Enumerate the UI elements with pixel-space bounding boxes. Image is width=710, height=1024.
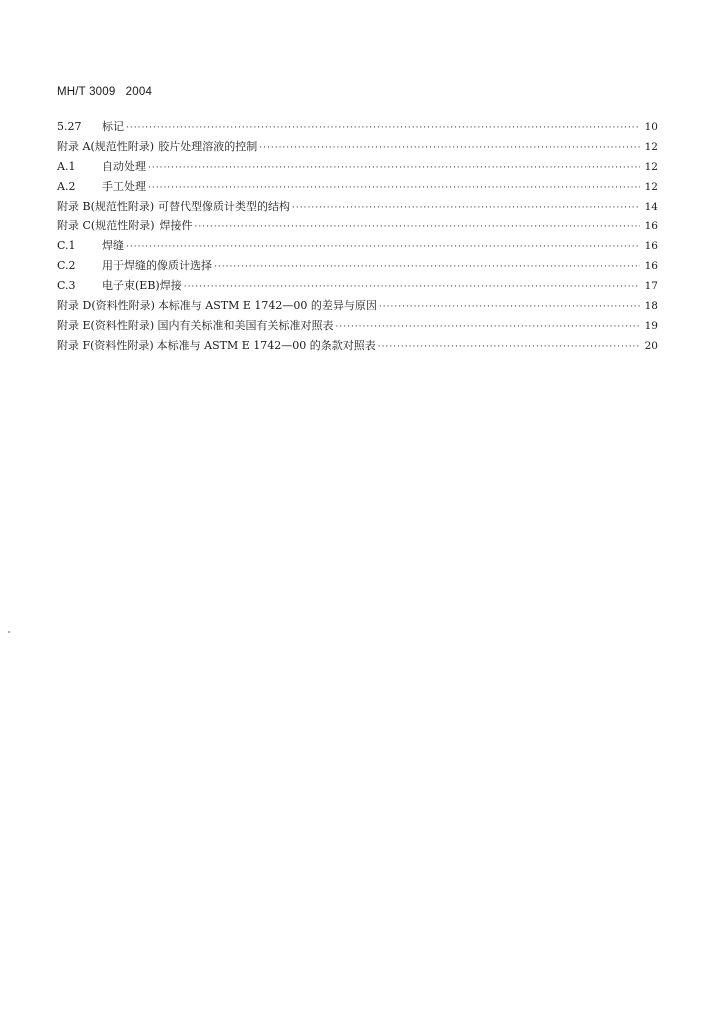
toc-entry-title: 标记: [102, 120, 124, 133]
toc-entry-title: 用于焊缝的像质计选择: [102, 259, 212, 273]
toc-entry-page: 20: [644, 339, 658, 352]
toc-entry-page: 19: [644, 319, 658, 332]
toc-entry-page: 16: [644, 260, 658, 273]
toc-entry-number: C.2: [57, 259, 76, 273]
toc-entry-label: 附录 A(规范性附录): [57, 139, 155, 153]
toc-entry-page: 16: [644, 220, 658, 233]
toc-entry-appendix-c[interactable]: [57, 216, 658, 236]
toc-entry-title: 焊接件: [159, 219, 193, 233]
dot-leader: [378, 338, 640, 358]
toc-entry-title: 电子束(EB)焊接: [102, 279, 182, 293]
dot-leader: [148, 159, 640, 179]
toc-entry-c-3[interactable]: [57, 276, 658, 296]
toc-entry-page: 10: [644, 121, 658, 133]
toc-entry-title: 胶片处理溶液的控制: [158, 139, 258, 153]
dot-leader: [214, 258, 640, 278]
dot-leader: [194, 218, 640, 238]
toc-entry-page: 12: [644, 140, 658, 153]
table-of-contents: [57, 117, 658, 356]
toc-entry-label: 附录 B(规范性附录): [57, 199, 155, 213]
toc-entry-number: C.1: [57, 239, 76, 253]
toc-entry-a-1[interactable]: [57, 157, 658, 177]
toc-entry-title: 可替代型像质计类型的结构: [158, 199, 291, 213]
toc-entry-title: 手工处理: [102, 179, 146, 193]
toc-entry-appendix-d[interactable]: [57, 296, 658, 316]
toc-entry-page: 16: [644, 240, 658, 253]
scan-speck: [8, 631, 10, 633]
toc-entry-page: 14: [644, 200, 658, 213]
toc-entry-page: 12: [644, 160, 658, 173]
toc-entry-number: C.3: [57, 279, 76, 293]
standard-code-header: MH/T 3009 2004: [57, 86, 153, 98]
toc-entry-5-27[interactable]: [57, 117, 658, 137]
toc-entry-title: 本标准与 ASTM E 1742—00 的差异与原因: [157, 299, 377, 313]
toc-entry-page: 18: [644, 300, 658, 313]
toc-entry-title: 本标准与 ASTM E 1742—00 的条款对照表: [156, 338, 376, 352]
toc-entry-number: 5.27: [57, 120, 82, 133]
toc-entry-number: A.1: [57, 159, 76, 173]
toc-entry-a-2[interactable]: [57, 177, 658, 197]
toc-entry-label: 附录 E(资料性附录): [57, 318, 155, 332]
toc-entry-appendix-e[interactable]: [57, 316, 658, 336]
toc-entry-c-2[interactable]: [57, 256, 658, 276]
toc-entry-number: A.2: [57, 179, 76, 193]
toc-entry-title: 焊缝: [102, 239, 124, 253]
toc-entry-appendix-a[interactable]: [57, 137, 658, 157]
toc-entry-appendix-b[interactable]: [57, 197, 658, 217]
dot-leader: [336, 318, 641, 338]
toc-entry-page: 12: [644, 180, 658, 193]
toc-entry-appendix-f[interactable]: [57, 336, 658, 356]
dot-leader: [379, 298, 640, 318]
toc-entry-label: 附录 F(资料性附录): [57, 338, 154, 352]
toc-entry-title: 国内有关标准和美国有关标准对照表: [157, 318, 334, 332]
dot-leader: [259, 139, 640, 159]
dot-leader: [292, 199, 640, 219]
toc-entry-label: 附录 D(资料性附录): [57, 299, 155, 313]
toc-entry-c-1[interactable]: [57, 236, 658, 256]
toc-entry-page: 17: [644, 280, 658, 293]
toc-entry-label: 附录 C(规范性附录): [57, 219, 155, 233]
toc-entry-title: 自动处理: [102, 159, 146, 173]
